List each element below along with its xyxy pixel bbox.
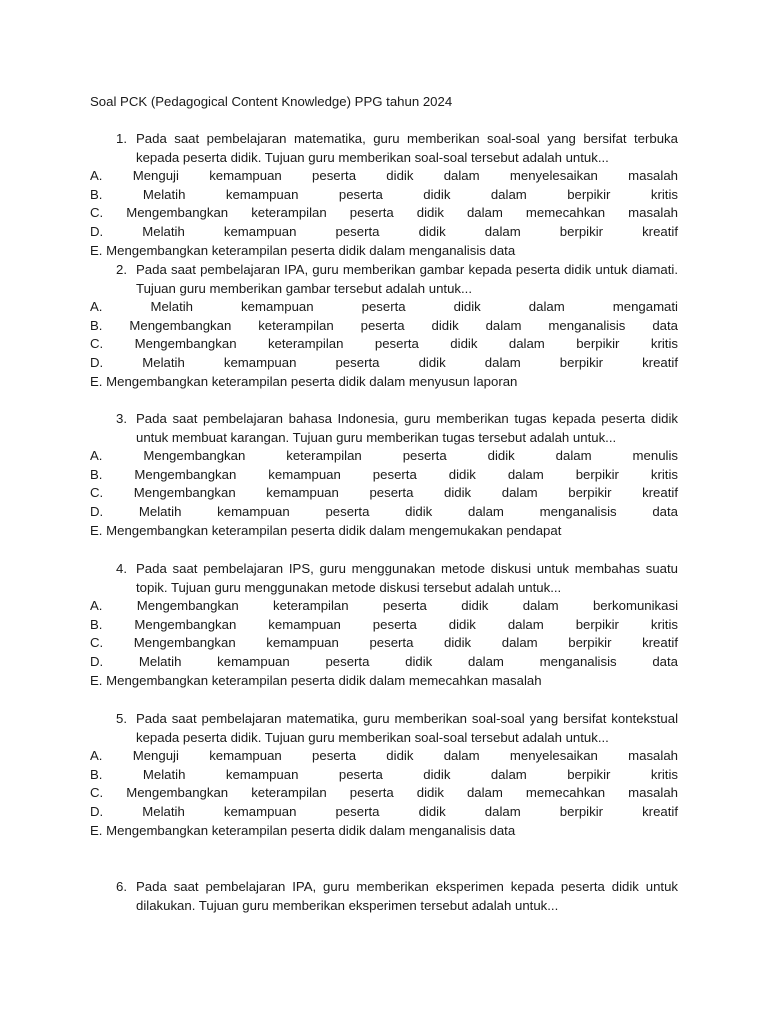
option-c: C. Mengembangkan keterampilan peserta didik dalam berpikir kritis (90, 336, 678, 352)
option-b: B. Melatih kemampuan peserta didik dalam berpikir kritis (90, 186, 678, 202)
option-d: D. Melatih kemampuan peserta didik dalam menganalisis data (90, 503, 678, 519)
option-a: A. Mengembangkan keterampilan peserta didik dalam menulis (90, 448, 678, 464)
option-c: C. Mengembangkan keterampilan peserta didik dalam memecahkan masalah (90, 785, 678, 801)
option-c: C. Mengembangkan kemampuan peserta didik dalam berpikir kreatif (90, 635, 678, 651)
option-e: E. Mengembangkan keterampilan peserta didik dalam menganalisis data (90, 822, 516, 838)
option-b: B. Mengembangkan kemampuan peserta didik dalam berpikir kritis (90, 616, 678, 632)
document-title: Soal PCK (Pedagogical Content Knowledge) PPG tahun 2024 (90, 94, 453, 109)
option-c: C. Mengembangkan kemampuan peserta didik dalam berpikir kreatif (90, 485, 678, 501)
option-d: D. Melatih kemampuan peserta didik dalam berpikir kreatif (90, 803, 678, 819)
question-5 (90, 710, 678, 840)
question-1 (90, 130, 678, 260)
option-b: B. Mengembangkan kemampuan peserta didik dalam berpikir kritis (90, 466, 678, 482)
question-number: 2. (116, 262, 127, 277)
question-number: 5. (116, 711, 127, 726)
question-body: Pada saat pembelajaran IPA, guru memberikan eksperimen kepada peserta didik untuk dilakukan. Tujuan guru memberikan eksperimen tersebut adalah untuk... (136, 879, 678, 913)
question-text (90, 878, 678, 915)
question-text (90, 560, 678, 597)
option-e: E. Mengembangkan keterampilan peserta didik dalam memecahkan masalah (90, 672, 542, 688)
option-a: A. Menguji kemampuan peserta didik dalam menyelesaikan masalah (90, 748, 678, 764)
option-a: A. Melatih kemampuan peserta didik dalam mengamati (90, 299, 678, 315)
question-body: Pada saat pembelajaran matematika, guru memberikan soal-soal yang bersifat kontekstual kepada peserta didik. Tujuan guru memberikan soal-soal tersebut adalah untuk... (136, 711, 678, 745)
question-body: Pada saat pembelajaran matematika, guru memberikan soal-soal yang bersifat terbuka kepada peserta didik. Tujuan guru memberikan soal-soal tersebut adalah untuk... (136, 131, 678, 165)
question-text (90, 710, 678, 747)
option-d: D. Melatih kemampuan peserta didik dalam berpikir kreatif (90, 223, 678, 239)
question-text (90, 410, 678, 447)
question-body: Pada saat pembelajaran IPS, guru menggunakan metode diskusi untuk membahas suatu topik. Tujuan guru menggunakan metode diskusi tersebut adalah untuk... (136, 561, 678, 595)
question-body: Pada saat pembelajaran IPA, guru memberikan gambar kepada peserta didik untuk diamati. Tujuan guru memberikan gambar tersebut adalah untuk... (136, 262, 678, 296)
option-e: E. Mengembangkan keterampilan peserta didik dalam menyusun laporan (90, 373, 518, 389)
question-number: 4. (116, 561, 127, 576)
question-2 (90, 261, 678, 391)
option-b: B. Melatih kemampuan peserta didik dalam berpikir kritis (90, 766, 678, 782)
option-d: D. Melatih kemampuan peserta didik dalam berpikir kreatif (90, 354, 678, 370)
question-body: Pada saat pembelajaran bahasa Indonesia, guru memberikan tugas kepada peserta didik untuk membuat karangan. Tujuan guru memberikan tugas tersebut adalah untuk... (136, 411, 678, 445)
option-e: E. Mengembangkan keterampilan peserta didik dalam mengemukakan pendapat (90, 522, 562, 538)
question-text (90, 130, 678, 167)
option-e: E. Mengembangkan keterampilan peserta didik dalam menganalisis data (90, 242, 516, 258)
question-number: 6. (116, 879, 127, 894)
question-4 (90, 560, 678, 690)
option-c: C. Mengembangkan keterampilan peserta didik dalam memecahkan masalah (90, 205, 678, 221)
question-6 (90, 878, 678, 915)
question-number: 1. (116, 131, 127, 146)
question-text (90, 261, 678, 298)
question-number: 3. (116, 411, 127, 426)
question-3 (90, 410, 678, 540)
option-b: B. Mengembangkan keterampilan peserta didik dalam menganalisis data (90, 317, 678, 333)
option-d: D. Melatih kemampuan peserta didik dalam menganalisis data (90, 653, 678, 669)
option-a: A. Menguji kemampuan peserta didik dalam menyelesaikan masalah (90, 168, 678, 184)
option-a: A. Mengembangkan keterampilan peserta didik dalam berkomunikasi (90, 598, 678, 614)
